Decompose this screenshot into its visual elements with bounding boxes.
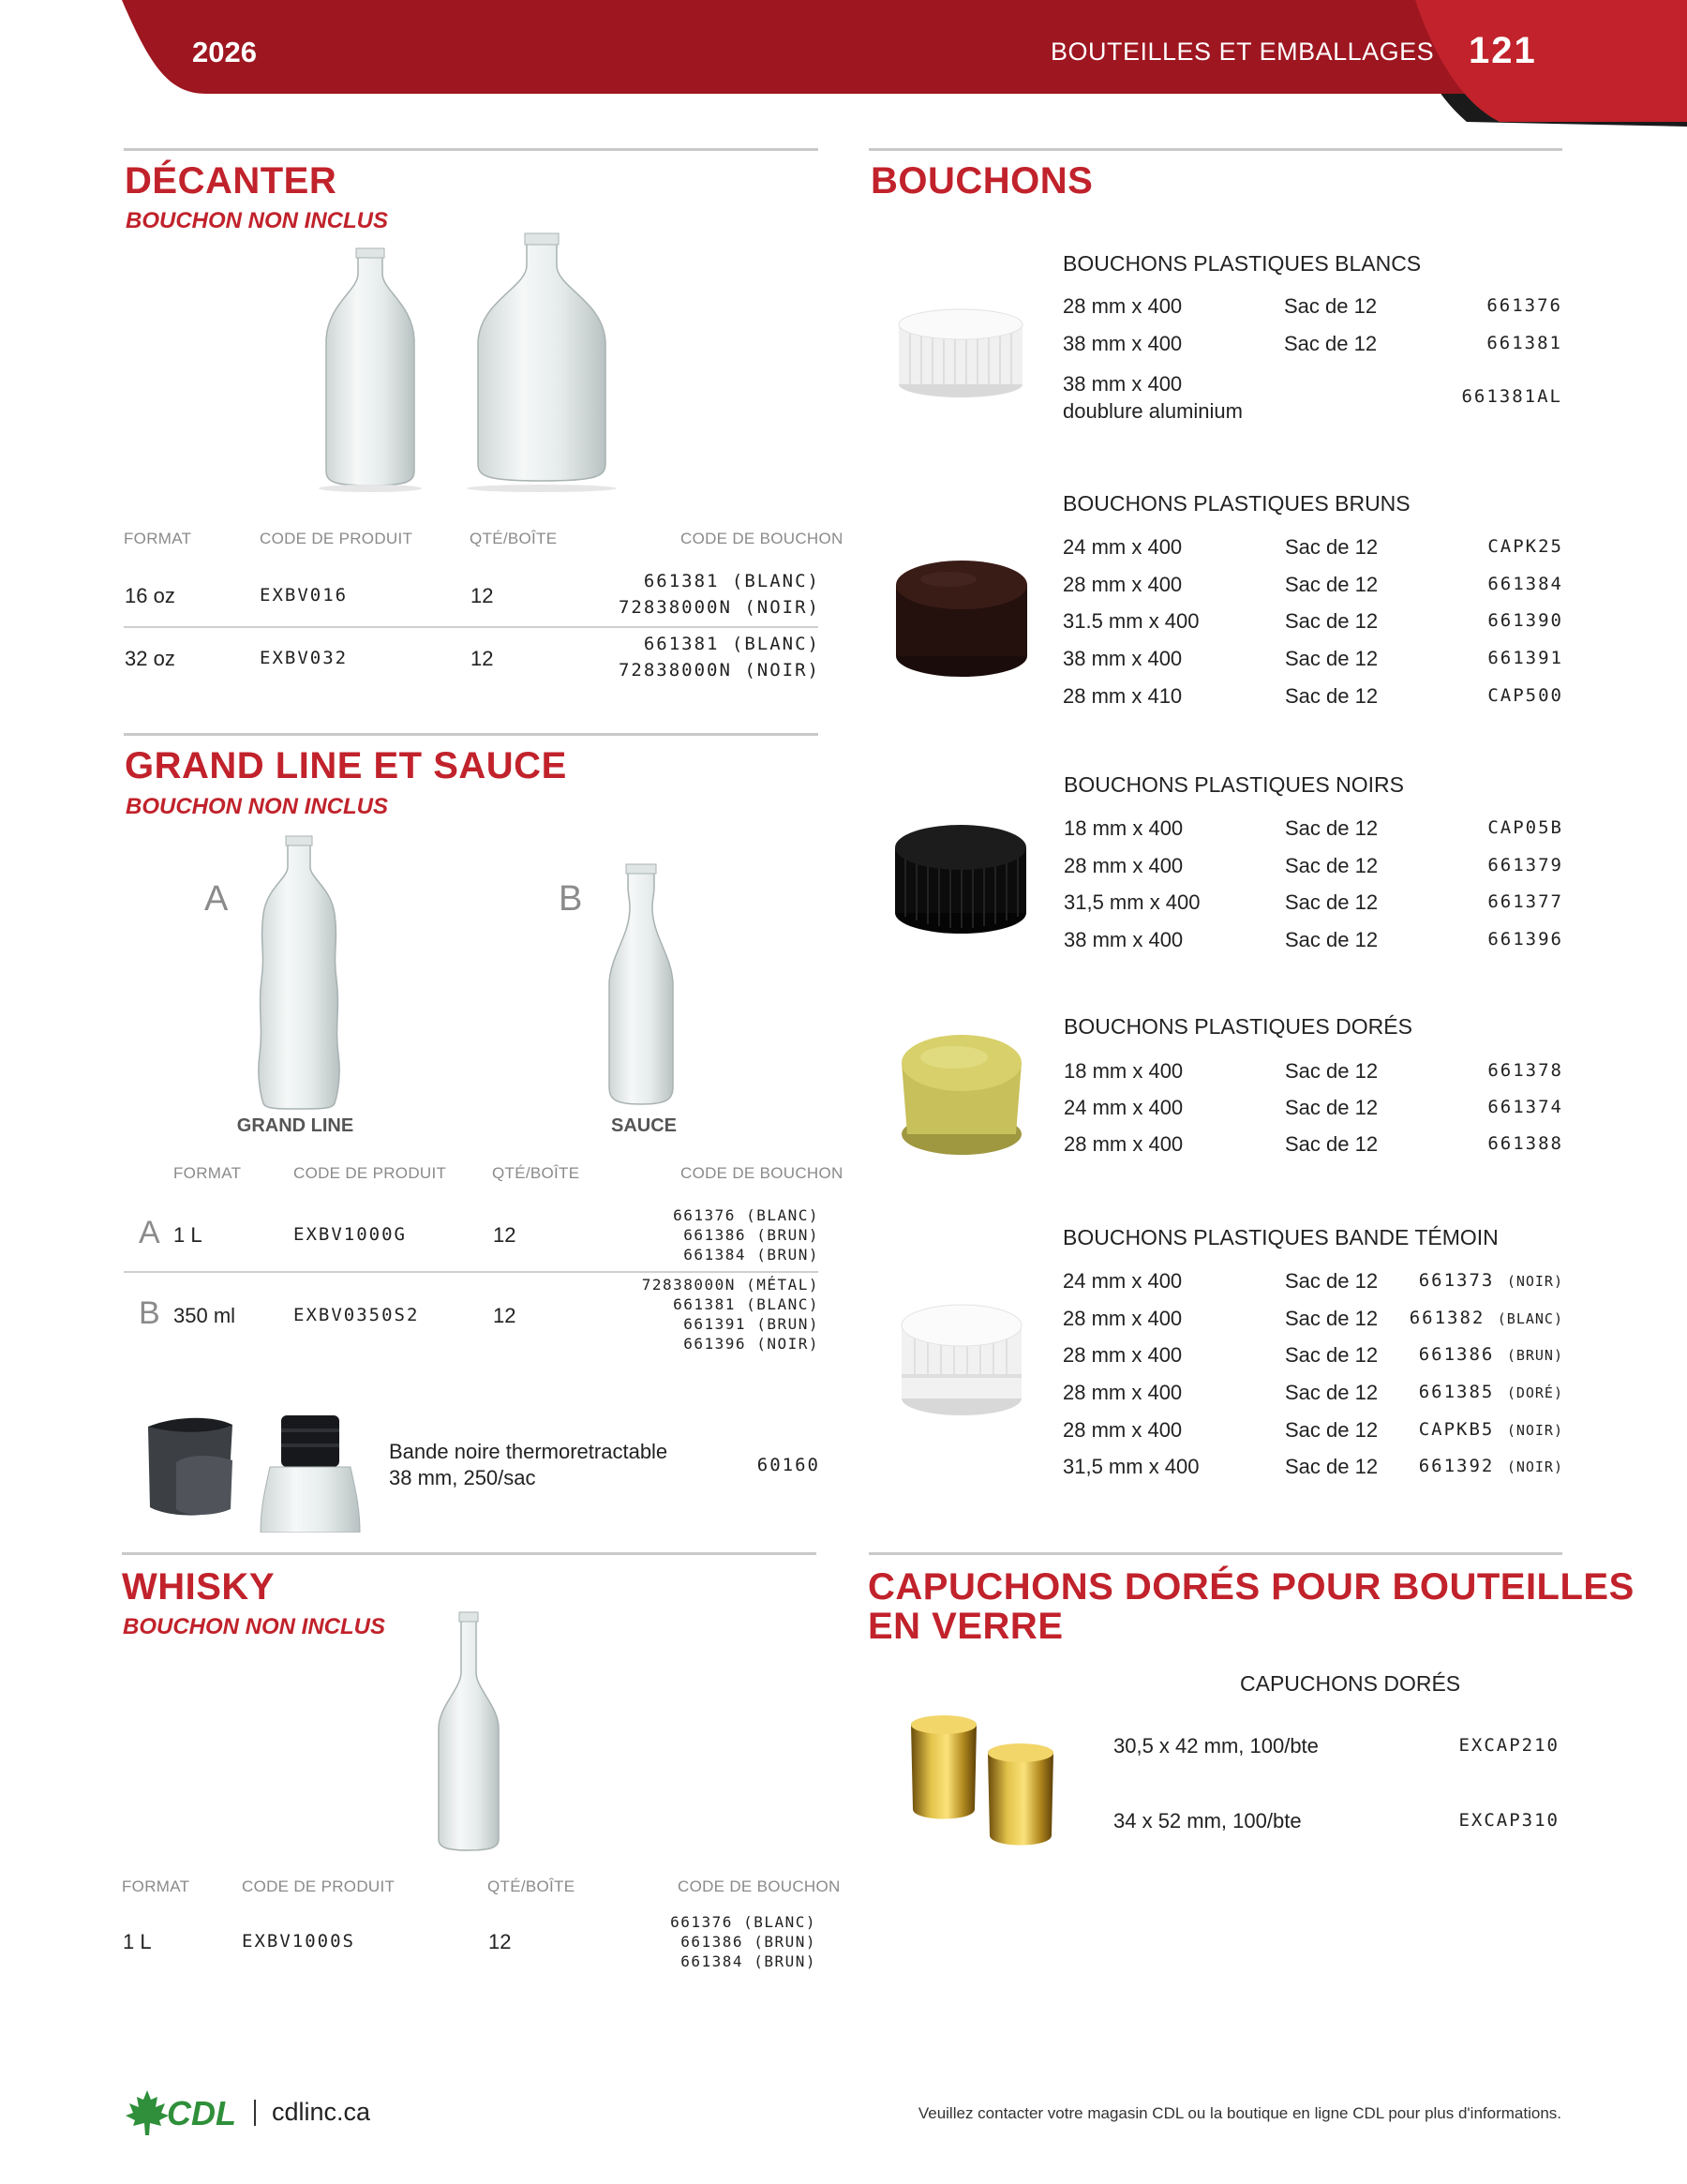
grandline-bottle-image (246, 834, 353, 1111)
bouchons-rule (869, 148, 1562, 151)
grandline-label-b: B (559, 879, 583, 919)
cap-code-value: CAPKB5 (1418, 1419, 1495, 1440)
cap-size: 38 mm x 400 (1063, 647, 1183, 670)
decanter-row2-format: 32 oz (125, 647, 175, 670)
band-images (139, 1406, 366, 1533)
bouchons-title: BOUCHONS (871, 160, 1094, 202)
cap-size: 31,5 mm x 400 (1063, 1455, 1200, 1478)
cap-code (1320, 1419, 1563, 1440)
capuchon-code: EXCAP310 (1458, 1810, 1560, 1831)
cap-code: 661386 (BRUN) (683, 1226, 819, 1244)
cap-code: 661376 (1486, 295, 1562, 316)
grandline-col-qty: QTÉ/BOÎTE (492, 1164, 580, 1182)
cap-size: 31.5 mm x 400 (1063, 609, 1200, 633)
cap-code: 661381 (BLANC) (673, 1295, 819, 1313)
decanter-row1-format: 16 oz (125, 584, 175, 607)
whisky-row1-caps (670, 1912, 816, 1971)
decanter-row2-code: EXBV032 (260, 648, 349, 668)
cap-code-value: 661392 (1418, 1456, 1495, 1476)
white-caps-heading: BOUCHONS PLASTIQUES BLANCS (1063, 251, 1422, 276)
band-code: 60160 (756, 1455, 820, 1475)
cap-pack: Sac de 12 (1285, 1132, 1379, 1156)
grandline-label-a: A (204, 879, 229, 919)
cap-pack: Sac de 12 (1285, 854, 1379, 877)
cap-pack: Sac de 12 (1285, 1418, 1379, 1442)
grandline-row-divider (124, 1271, 818, 1273)
cap-code: 661391 (BRUN) (683, 1315, 819, 1333)
footer-divider (254, 2100, 256, 2126)
whisky-col-format: FORMAT (122, 1877, 190, 1895)
cap-size: 28 mm x 410 (1063, 684, 1183, 708)
cap-pack: Sac de 12 (1285, 1455, 1379, 1478)
cap-size-note: doublure aluminium (1063, 399, 1243, 423)
whisky-title: WHISKY (122, 1566, 275, 1608)
cap-size: 38 mm x 400 (1063, 372, 1183, 396)
footer-site-link[interactable]: cdlinc.ca (272, 2098, 371, 2126)
whisky-col-qty: QTÉ/BOÎTE (487, 1877, 575, 1895)
tamper-cap-image (898, 1299, 1025, 1421)
cap-color-note: (NOIR) (1506, 1273, 1563, 1290)
cap-size: 18 mm x 400 (1064, 816, 1184, 840)
tamper-caps-heading: BOUCHONS PLASTIQUES BANDE TÉMOIN (1063, 1225, 1499, 1249)
whisky-row1-code: EXBV1000S (242, 1931, 355, 1952)
cap-pack: Sac de 12 (1285, 1343, 1379, 1367)
cap-code: 661376 (BLANC) (673, 1206, 819, 1224)
cap-code-value: 661386 (1418, 1344, 1495, 1365)
whisky-rule (122, 1552, 816, 1555)
cap-code: 661391 (1487, 648, 1563, 668)
cap-pack: Sac de 12 (1285, 1059, 1379, 1083)
grandline-row1-letter: A (139, 1215, 160, 1250)
cap-code (1320, 1456, 1563, 1476)
cap-size: 28 mm x 400 (1063, 573, 1183, 596)
cap-code: 661377 (1487, 891, 1563, 912)
capuchons-heading: CAPUCHONS DORÉS (1240, 1671, 1461, 1696)
whisky-bottle-image (431, 1610, 506, 1854)
capuchon-desc: 30,5 x 42 mm, 100/bte (1113, 1734, 1319, 1758)
cap-size: 28 mm x 400 (1064, 1132, 1184, 1156)
cap-code-value: 661373 (1418, 1270, 1495, 1291)
grandline-row2-letter: B (139, 1295, 160, 1331)
decanter-bottles-image (319, 230, 656, 492)
brown-cap-image (892, 553, 1031, 684)
white-cap-image (895, 300, 1026, 403)
cap-size: 24 mm x 400 (1064, 1096, 1184, 1119)
cap-code: 661381AL (1461, 386, 1562, 407)
grandline-col-code: CODE DE PRODUIT (293, 1164, 447, 1182)
decanter-row1-code: EXBV016 (260, 585, 349, 606)
cap-code-value: 661385 (1418, 1382, 1495, 1402)
cap-pack: Sac de 12 (1285, 573, 1379, 596)
capuchons-rule (869, 1552, 1562, 1555)
cap-pack: Sac de 12 (1284, 294, 1378, 318)
whisky-subtitle: BOUCHON NON INCLUS (123, 1614, 385, 1639)
whisky-col-cap: CODE DE BOUCHON (678, 1877, 841, 1895)
cap-code: 661384 (1487, 574, 1563, 594)
cap-code: CAPK25 (1487, 536, 1563, 557)
cap-color-note: (BLANC) (1497, 1310, 1563, 1327)
cap-size: 28 mm x 400 (1064, 854, 1184, 877)
cap-code: CAP500 (1487, 685, 1563, 706)
cap-code (1320, 1344, 1563, 1365)
cap-color-note: (BRUN) (1506, 1347, 1563, 1364)
brown-caps-heading: BOUCHONS PLASTIQUES BRUNS (1063, 491, 1411, 516)
decanter-row2-cap2: 72838000N (NOIR) (618, 660, 820, 681)
cap-color-note: (NOIR) (1506, 1422, 1563, 1439)
cap-pack: Sac de 12 (1285, 890, 1379, 914)
decanter-col-cap: CODE DE BOUCHON (680, 530, 844, 547)
cap-size: 28 mm x 400 (1063, 1418, 1183, 1442)
decanter-col-qty: QTÉ/BOÎTE (470, 530, 558, 547)
cap-code (1320, 1308, 1563, 1328)
black-caps-heading: BOUCHONS PLASTIQUES NOIRS (1064, 772, 1404, 797)
sauce-caption: SAUCE (610, 1115, 677, 1136)
gold-cap-image (898, 1025, 1025, 1162)
cap-pack: Sac de 12 (1285, 928, 1379, 951)
footer-brand: CDL (167, 2094, 236, 2132)
decanter-row1-qty: 12 (470, 584, 494, 607)
cap-size: 18 mm x 400 (1064, 1059, 1184, 1083)
gold-caps-heading: BOUCHONS PLASTIQUES DORÉS (1064, 1014, 1412, 1039)
decanter-row2-cap1: 661381 (BLANC) (643, 634, 820, 654)
decanter-col-code: CODE DE PRODUIT (260, 530, 413, 547)
decanter-title: DÉCANTER (125, 160, 337, 202)
decanter-subtitle: BOUCHON NON INCLUS (126, 208, 388, 233)
cap-pack: Sac de 12 (1285, 647, 1379, 670)
cap-size: 24 mm x 400 (1063, 1269, 1183, 1293)
cap-color-note: (NOIR) (1506, 1458, 1563, 1475)
cap-code: 661396 (NOIR) (683, 1335, 819, 1353)
grandline-col-format: FORMAT (173, 1164, 242, 1182)
grandline-row2-caps (642, 1275, 819, 1354)
cap-pack: Sac de 12 (1285, 1381, 1379, 1404)
decanter-rule (124, 148, 818, 151)
grandline-caption: GRAND LINE (236, 1115, 354, 1136)
cap-code: 72838000N (MÉTAL) (641, 1276, 819, 1294)
cap-size: 28 mm x 400 (1063, 1381, 1183, 1404)
cap-code: 661376 (BLANC) (670, 1913, 816, 1931)
cap-code (1320, 1270, 1563, 1291)
cap-pack: Sac de 12 (1285, 1307, 1379, 1330)
cap-code: 661390 (1487, 610, 1563, 631)
cap-pack: Sac de 12 (1285, 1096, 1379, 1119)
sauce-bottle-image (602, 862, 681, 1111)
maple-leaf-icon (124, 2088, 171, 2137)
cap-size: 28 mm x 400 (1063, 1343, 1183, 1367)
cap-code: 661381 (1486, 333, 1562, 353)
cap-size: 28 mm x 400 (1063, 1307, 1183, 1330)
cap-code: 661384 (BRUN) (680, 1952, 816, 1970)
capuchon-desc: 34 x 52 mm, 100/bte (1113, 1809, 1302, 1832)
grandline-row2-code: EXBV0350S2 (293, 1305, 420, 1325)
grandline-subtitle: BOUCHON NON INCLUS (126, 794, 388, 819)
page-number: 121 (1469, 30, 1537, 71)
cap-pack: Sac de 12 (1285, 535, 1379, 559)
cap-code: CAP05B (1487, 817, 1563, 838)
cap-code: 661374 (1487, 1097, 1563, 1117)
decanter-col-format: FORMAT (124, 530, 192, 547)
decanter-row-divider (124, 626, 818, 628)
decanter-row1-cap1: 661381 (BLANC) (643, 571, 820, 591)
cap-pack: Sac de 12 (1285, 1269, 1379, 1293)
whisky-row1-qty: 12 (488, 1930, 512, 1953)
capuchons-title-line2: EN VERRE (868, 1606, 1064, 1647)
decanter-row1-cap2: 72838000N (NOIR) (618, 597, 820, 618)
grandline-row1-code: EXBV1000G (293, 1224, 407, 1245)
cap-size: 28 mm x 400 (1063, 294, 1183, 318)
capuchons-title-line1: CAPUCHONS DORÉS POUR BOUTEILLES (868, 1566, 1635, 1608)
whisky-row1-format: 1 L (123, 1930, 152, 1953)
capuchon-code: EXCAP210 (1458, 1735, 1560, 1756)
cap-pack: Sac de 12 (1285, 684, 1379, 708)
cap-pack: Sac de 12 (1285, 609, 1379, 633)
cap-size: 38 mm x 400 (1063, 332, 1183, 355)
grandline-row1-caps (673, 1205, 819, 1264)
cap-code: 661396 (1487, 929, 1563, 950)
grandline-title: GRAND LINE ET SAUCE (125, 745, 567, 786)
black-cap-image (892, 819, 1029, 941)
header-category: BOUTEILLES ET EMBALLAGES (1051, 37, 1435, 66)
cap-code: 661386 (BRUN) (680, 1933, 816, 1951)
cap-pack: Sac de 12 (1285, 816, 1379, 840)
cap-code-value: 661382 (1409, 1308, 1485, 1328)
band-description-line2: 38 mm, 250/sac (389, 1466, 536, 1489)
cap-pack: Sac de 12 (1284, 332, 1378, 355)
band-description-line1: Bande noire thermoretractable (389, 1440, 668, 1463)
cap-size: 38 mm x 400 (1064, 928, 1184, 951)
grandline-row1-format: 1 L (173, 1223, 202, 1247)
cap-code (1320, 1382, 1563, 1402)
gold-capsules-image (902, 1706, 1070, 1856)
grandline-row2-format: 350 ml (173, 1304, 236, 1327)
cap-size: 31,5 mm x 400 (1064, 890, 1201, 914)
grandline-row1-qty: 12 (493, 1223, 516, 1247)
cap-code: 661384 (BRUN) (683, 1246, 819, 1264)
header-year: 2026 (192, 36, 257, 68)
cap-code: 661388 (1487, 1133, 1563, 1154)
grandline-col-cap: CODE DE BOUCHON (680, 1164, 844, 1182)
cap-color-note: (DORÉ) (1506, 1384, 1563, 1401)
grandline-row2-qty: 12 (493, 1304, 516, 1327)
cap-code: 661379 (1487, 855, 1563, 875)
decanter-row2-qty: 12 (470, 647, 494, 670)
cap-code: 661378 (1487, 1060, 1563, 1081)
grandline-rule (124, 733, 818, 736)
whisky-col-code: CODE DE PRODUIT (242, 1877, 396, 1895)
footer-note: Veuillez contacter votre magasin CDL ou la boutique en ligne CDL pour plus d'informations. (918, 2104, 1561, 2122)
cap-size: 24 mm x 400 (1063, 535, 1183, 559)
